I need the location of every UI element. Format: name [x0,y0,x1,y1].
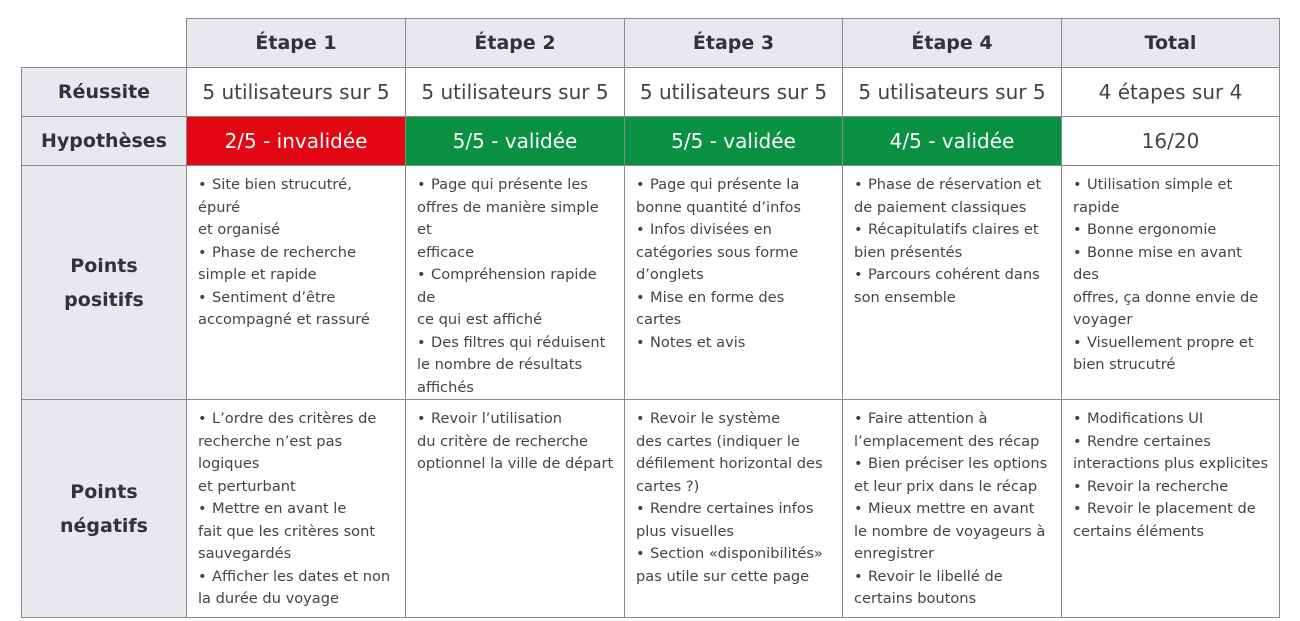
bullet-item [1073,242,1269,332]
bullet-text: Mettre en avant le [212,500,347,517]
hypothesis-cell-etape-2: 5/5 - validée [406,117,625,166]
bullet-icon: • [636,176,645,193]
bullet-icon: • [636,410,645,427]
header-row [22,19,1280,68]
bullet-text: Phase de réservation et [868,176,1042,193]
bullet-text: Afficher les dates et non [212,567,391,585]
bullet-text: certains boutons [854,590,977,607]
bullet-text: rapide [1073,198,1120,216]
bullet-text: sauvegardés [198,545,292,562]
bullet-item [1073,476,1269,499]
bullet-item [854,566,1051,611]
bullet-icon: • [854,500,863,517]
bullet-list [417,408,614,476]
bullet-icon: • [1073,221,1082,238]
bullet-text: Revoir le système [650,410,781,427]
bullet-icon: • [636,288,645,306]
hypothesis-cell-etape-4: 4/5 - validée [843,117,1062,166]
bullet-icon: • [198,288,207,306]
bullet-text: Modifications UI [1087,410,1204,427]
bullet-icon: • [198,410,207,427]
bullet-icon: • [636,221,645,238]
bullet-text: recherche n’est pas logiques [198,432,343,472]
bullet-text: le nombre de résultats [417,356,583,373]
bullet-text: accompagné et rassuré [198,311,370,328]
bullet-text: Des filtres qui réduisent [431,333,606,351]
bullet-text: Bonne mise en avant des [1073,243,1242,283]
bullet-text: du critère de recherche [417,432,588,450]
bullet-icon: • [636,545,645,562]
positifs-cell-etape-4 [843,166,1062,400]
bullet-icon: • [1073,243,1082,261]
bullet-icon: • [1073,410,1082,427]
bullet-item [636,408,832,498]
bullet-text: Mise en forme des cartes [636,288,785,328]
reussite-cell-etape-1: 5 utilisateurs sur 5 [187,68,406,117]
bullet-text: et organisé [198,221,281,238]
positifs-cell-etape-2 [406,166,625,400]
bullet-list [636,408,832,588]
bullet-item [1073,174,1269,219]
negatifs-cell-etape-2 [406,400,625,618]
bullet-text: cartes ?) [636,477,700,495]
bullet-icon: • [1073,176,1082,193]
bullet-text: le nombre de voyageurs à [854,522,1046,540]
bullet-item [1073,332,1269,377]
bullet-icon: • [854,567,863,585]
bullet-icon: • [417,333,426,351]
bullet-item [854,264,1051,309]
bullet-text: Site bien strucutré, épuré [198,176,352,216]
bullet-icon: • [198,500,207,517]
bullet-text: Phase de recherche [212,243,356,261]
row-header-line: négatifs [59,514,148,537]
bullet-list [198,408,395,611]
reussite-cell-etape-3: 5 utilisateurs sur 5 [625,68,843,117]
bullet-text: efficace [417,243,475,261]
row-points-positifs [22,166,1280,400]
bullet-icon: • [854,266,863,283]
hypothesis-cell-etape-1: 2/5 - invalidée [187,117,406,166]
bullet-text: pas utile sur cette page [636,567,810,585]
bullet-item [198,242,395,287]
bullet-text: et leur prix dans le récap [854,477,1038,495]
bullet-icon: • [854,176,863,193]
bullet-text: affichés [417,378,474,396]
row-header-line: positifs [64,288,144,311]
bullet-text: Utilisation simple et [1087,176,1233,193]
bullet-list [854,174,1051,309]
bullet-text: Revoir la recherche [1087,477,1229,495]
bullet-icon: • [854,455,863,472]
bullet-icon: • [1073,477,1082,495]
bullet-item [417,264,614,332]
row-header-line: Points [70,480,138,503]
bullet-text: Notes et avis [650,333,746,351]
bullet-list [198,174,395,332]
bullet-text: Compréhension rapide de [417,266,597,306]
row-header-line: Points [70,254,138,277]
bullet-text: défilement horizontal des [636,455,823,472]
bullet-item [417,332,614,400]
bullet-icon: • [1073,432,1082,450]
bullet-list [854,408,1051,611]
row-reussite [22,68,1280,117]
bullet-text: Rendre certaines infos [650,500,814,517]
bullet-text: Section «disponibilités» [650,545,823,562]
column-header-etape-4: Étape 4 [843,19,1062,68]
bullet-item [198,498,395,566]
bullet-text: Rendre certaines [1087,432,1211,450]
bullet-item [636,332,832,355]
results-table [21,18,1280,618]
bullet-item [636,174,832,219]
bullet-item [198,566,395,611]
bullet-text: Parcours cohérent dans [868,266,1040,283]
bullet-text: Infos divisées en [650,221,772,238]
bullet-text: Page qui présente les [431,176,588,193]
hypothesis-cell-total: 16/20 [1062,117,1280,166]
bullet-item [854,498,1051,566]
bullet-text: voyager [1073,311,1133,328]
row-header-reussite: Réussite [22,68,187,117]
corner-cell [22,19,187,68]
column-header-etape-3: Étape 3 [625,19,843,68]
positifs-cell-etape-1 [187,166,406,400]
bullet-item [1073,219,1269,242]
bullet-text: Sentiment d’être [212,288,336,306]
bullet-text: simple et rapide [198,266,317,283]
bullet-text: L’ordre des critères de [212,410,377,427]
bullet-text: optionnel la ville de départ [417,455,614,472]
bullet-text: Page qui présente la [650,176,800,193]
bullet-icon: • [854,221,863,238]
bullet-item [417,174,614,264]
positifs-cell-etape-3 [625,166,843,400]
column-header-etape-1: Étape 1 [187,19,406,68]
bullet-item [854,408,1051,453]
bullet-icon: • [636,500,645,517]
bullet-list [1073,174,1269,377]
bullet-text: d’onglets [636,266,704,283]
bullet-icon: • [417,266,426,283]
bullet-text: Récapitulatifs claires et [868,221,1039,238]
bullet-text: Revoir l’utilisation [431,410,563,427]
bullet-text: bien strucutré [1073,356,1176,373]
bullet-icon: • [198,176,207,193]
bullet-item [1073,408,1269,431]
negatifs-cell-etape-1 [187,400,406,618]
bullet-text: ce qui est affiché [417,311,543,328]
bullet-text: bonne quantité d’infos [636,198,802,216]
row-header-hypotheses: Hypothèses [22,117,187,166]
bullet-icon: • [854,410,863,427]
row-header-points-negatifs [22,400,187,618]
bullet-text: l’emplacement des récap [854,432,1040,450]
bullet-item [854,453,1051,498]
negatifs-cell-etape-4 [843,400,1062,618]
bullet-icon: • [1073,500,1082,517]
bullet-text: Faire attention à [868,410,988,427]
bullet-text: et perturbant [198,477,296,495]
bullet-icon: • [636,333,645,351]
bullet-item [1073,498,1269,543]
bullet-icon: • [417,410,426,427]
bullet-item [1073,431,1269,476]
bullet-item [198,174,395,242]
row-hypotheses [22,117,1280,166]
bullet-text: offres, ça donne envie de [1073,288,1259,306]
bullet-item [636,219,832,287]
bullet-item [198,408,395,498]
bullet-text: des cartes (indiquer le [636,432,800,450]
reussite-cell-etape-2: 5 utilisateurs sur 5 [406,68,625,117]
reussite-cell-etape-4: 5 utilisateurs sur 5 [843,68,1062,117]
bullet-item [854,219,1051,264]
negatifs-cell-total [1062,400,1280,618]
bullet-text: fait que les critères sont [198,522,376,540]
bullet-icon: • [417,176,426,193]
bullet-text: de paiement classiques [854,198,1027,216]
bullet-list [417,174,614,399]
column-header-etape-2: Étape 2 [406,19,625,68]
bullet-text: Revoir le placement de [1087,500,1256,517]
bullet-icon: • [198,243,207,261]
bullet-icon: • [1073,333,1082,351]
bullet-text: certains éléments [1073,522,1204,540]
row-header-points-positifs [22,166,187,400]
bullet-text: bien présentés [854,243,963,261]
bullet-item [636,498,832,543]
positifs-cell-total [1062,166,1280,400]
bullet-list [636,174,832,354]
bullet-text: Visuellement propre et [1087,333,1254,351]
bullet-item [636,287,832,332]
bullet-text: catégories sous forme [636,243,799,261]
bullet-text: Bien préciser les options [868,455,1048,472]
bullet-list [1073,408,1269,543]
reussite-cell-total: 4 étapes sur 4 [1062,68,1280,117]
bullet-item [198,287,395,332]
bullet-text: la durée du voyage [198,590,339,607]
bullet-icon: • [198,567,207,585]
column-header-total: Total [1062,19,1280,68]
bullet-text: Bonne ergonomie [1087,221,1217,238]
bullet-text: Mieux mettre en avant [868,500,1035,517]
bullet-text: interactions plus explicites [1073,455,1269,472]
bullet-item [636,543,832,588]
row-points-negatifs [22,400,1280,618]
hypothesis-cell-etape-3: 5/5 - validée [625,117,843,166]
bullet-item [417,408,614,476]
bullet-text: plus visuelles [636,522,735,540]
bullet-text: offres de manière simple et [417,198,599,238]
bullet-text: enregistrer [854,545,935,562]
bullet-text: Revoir le libellé de [868,567,1003,585]
bullet-item [854,174,1051,219]
negatifs-cell-etape-3 [625,400,843,618]
bullet-text: son ensemble [854,288,956,306]
